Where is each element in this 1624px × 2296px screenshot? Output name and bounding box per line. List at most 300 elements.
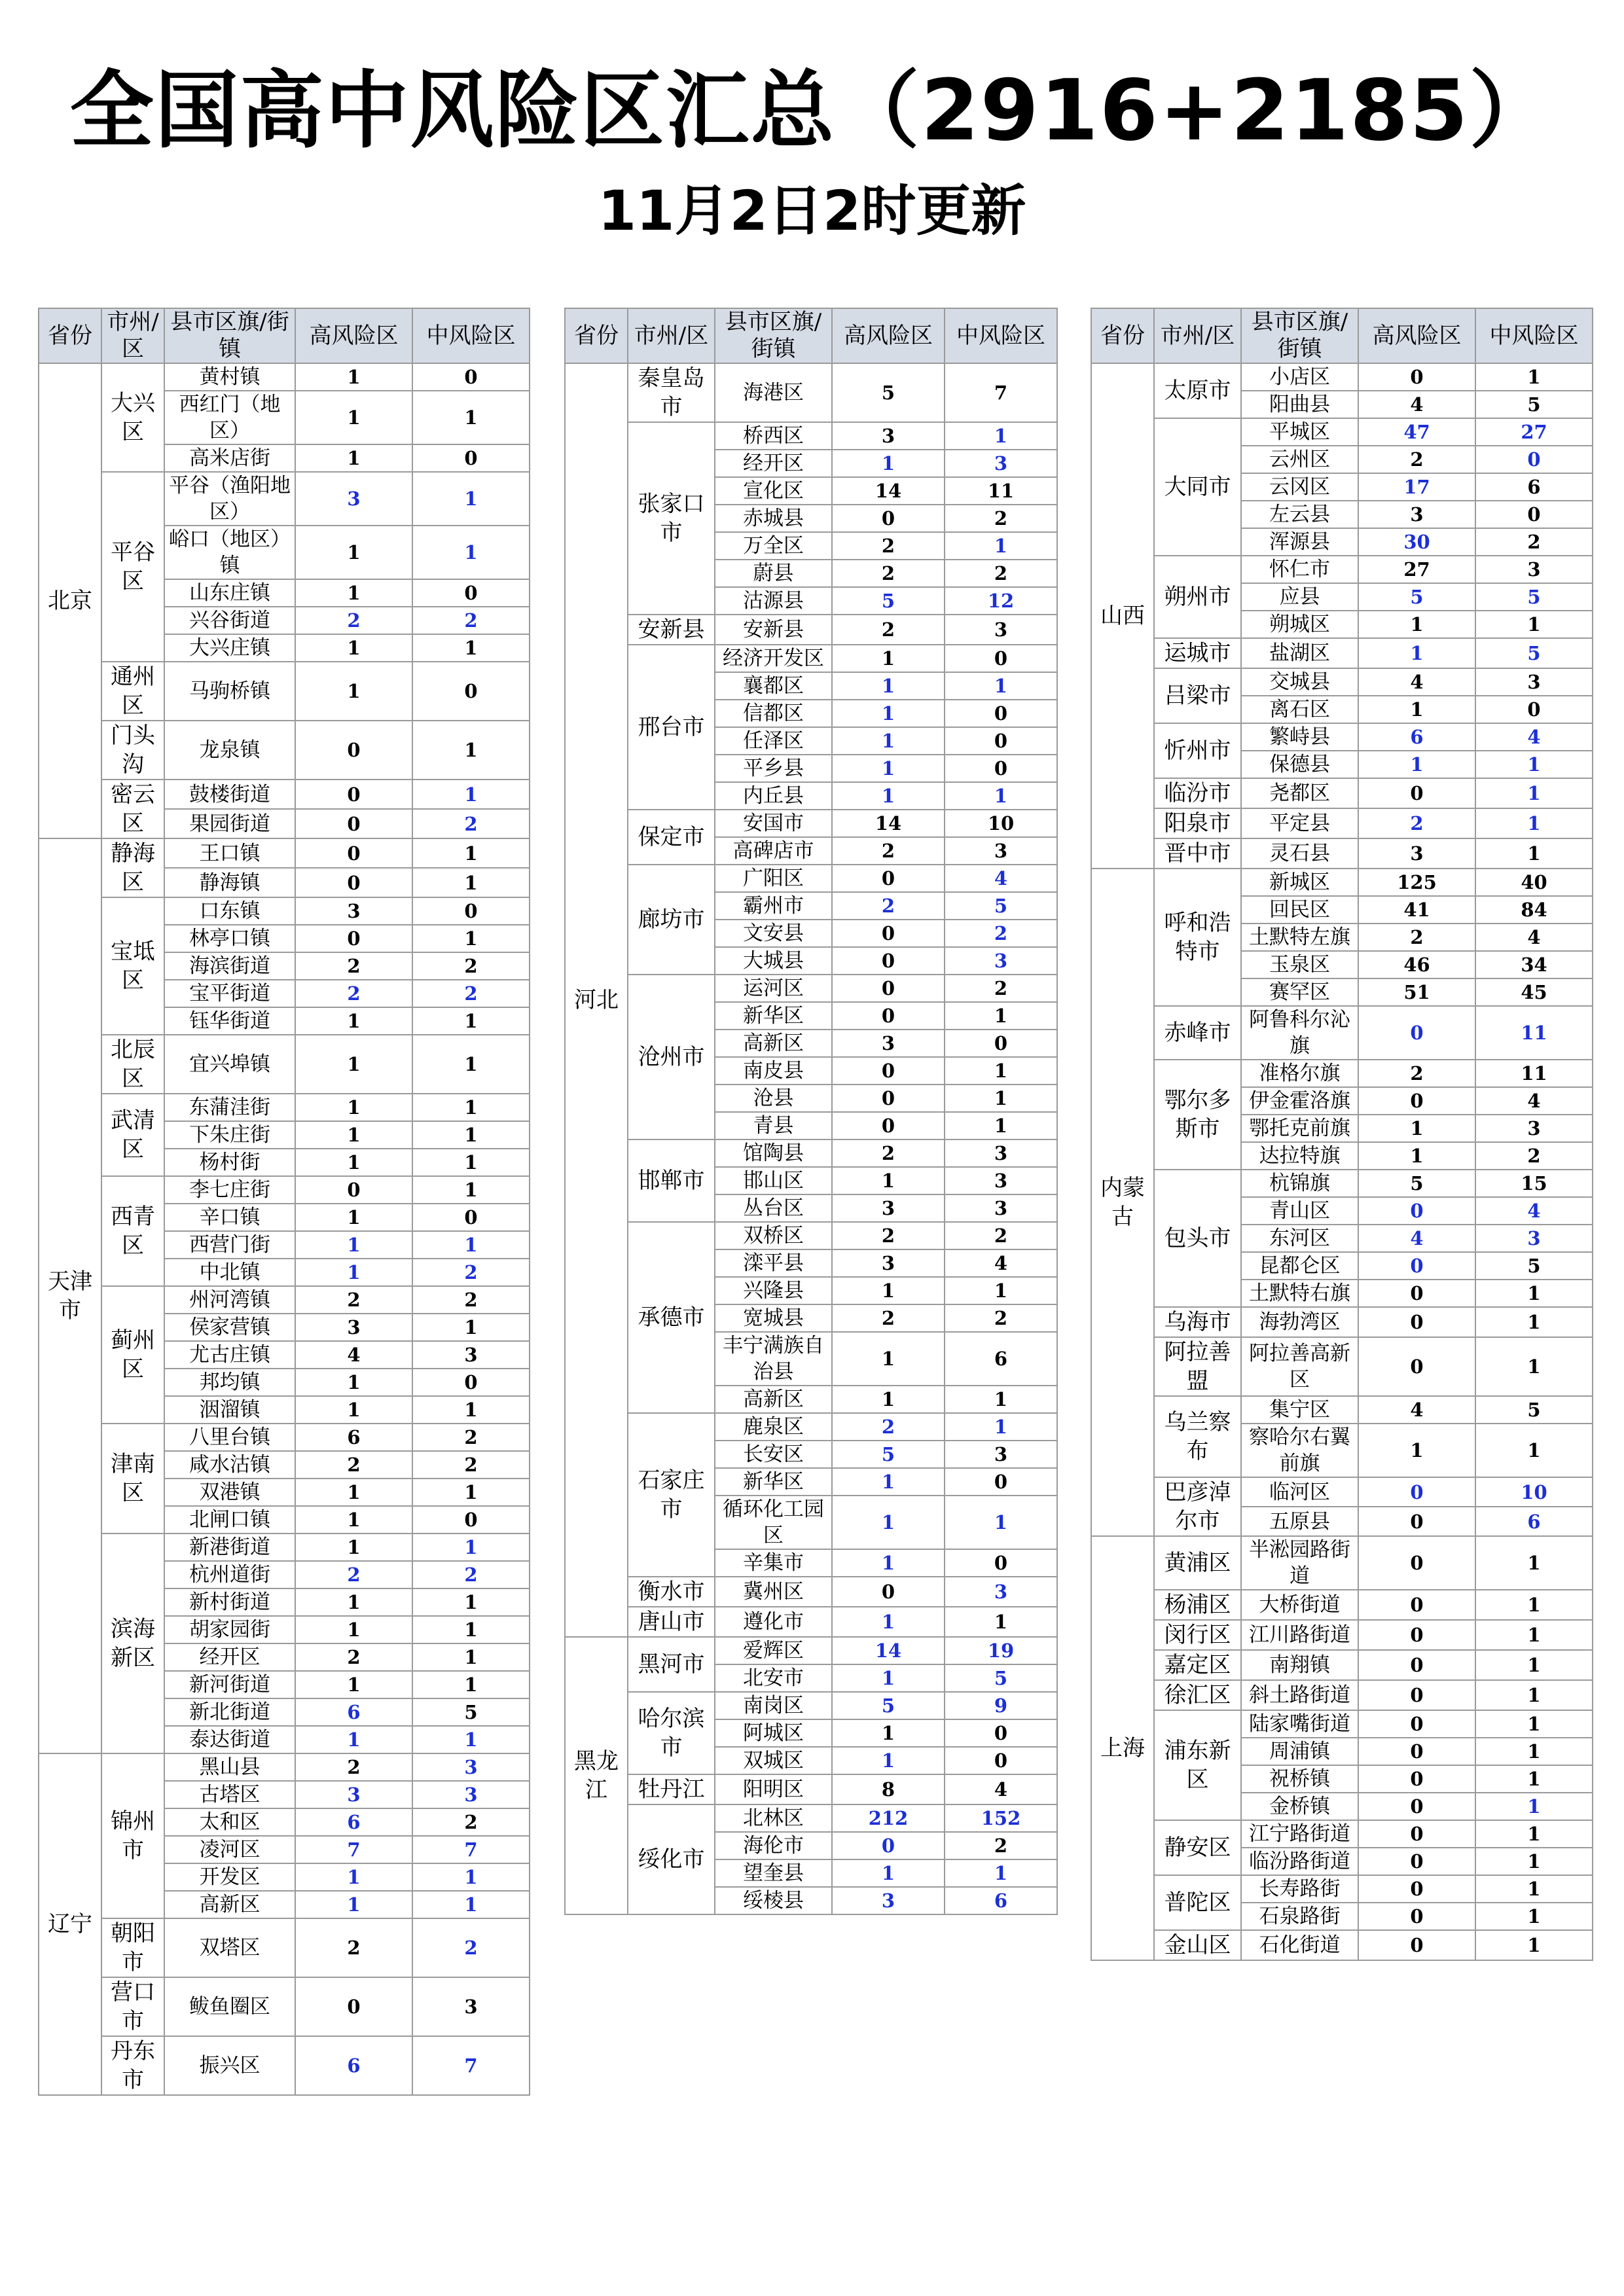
medium-risk-count: 0 <box>945 1468 1057 1496</box>
district-cell: 运河区 <box>715 975 832 1002</box>
district-cell: 新河街道 <box>164 1671 295 1698</box>
medium-risk-count: 1 <box>1475 1903 1593 1930</box>
city-cell: 嘉定区 <box>1154 1650 1241 1680</box>
district-cell: 青县 <box>715 1112 832 1139</box>
city-cell: 丹东市 <box>101 2036 164 2095</box>
medium-risk-count: 4 <box>945 865 1057 892</box>
district-cell: 阿鲁科尔沁旗 <box>1241 1006 1358 1060</box>
table-row <box>565 1774 1057 1804</box>
district-cell: 阳曲县 <box>1241 391 1358 418</box>
medium-risk-count: 3 <box>945 1139 1057 1167</box>
high-risk-count: 1 <box>295 1204 412 1231</box>
district-cell: 赤城县 <box>715 505 832 532</box>
district-cell: 辛口镇 <box>164 1204 295 1231</box>
city-cell: 赤峰市 <box>1154 1006 1241 1060</box>
district-cell: 兴隆县 <box>715 1277 832 1304</box>
city-cell: 秦皇岛市 <box>628 363 715 422</box>
city-cell: 黑河市 <box>628 1637 715 1692</box>
medium-risk-count: 1 <box>945 1277 1057 1304</box>
high-risk-count: 2 <box>832 1413 945 1441</box>
city-cell: 朝阳市 <box>101 1918 164 1977</box>
table-row <box>1091 808 1593 838</box>
district-cell: 凌河区 <box>164 1836 295 1863</box>
high-risk-count: 3 <box>295 472 412 526</box>
medium-risk-count: 1 <box>945 1386 1057 1413</box>
medium-risk-count: 1 <box>412 1176 530 1204</box>
district-cell: 鄂托克前旗 <box>1241 1115 1358 1142</box>
district-cell: 离石区 <box>1241 696 1358 723</box>
medium-risk-count: 1 <box>412 526 530 579</box>
city-cell: 乌海市 <box>1154 1307 1241 1337</box>
high-risk-count: 6 <box>1358 723 1475 751</box>
high-risk-count: 2 <box>295 1561 412 1588</box>
district-cell: 平谷（渔阳地区） <box>164 472 295 526</box>
high-risk-count: 2 <box>832 837 945 865</box>
medium-risk-count: 3 <box>1475 1115 1593 1142</box>
high-risk-count: 1 <box>1358 751 1475 778</box>
province-cell: 内蒙古 <box>1091 869 1154 1536</box>
high-risk-count: 3 <box>832 1887 945 1914</box>
high-risk-count: 1 <box>295 634 412 662</box>
medium-risk-count: 4 <box>1475 924 1593 951</box>
high-risk-count: 3 <box>832 1030 945 1057</box>
district-cell: 大城县 <box>715 947 832 975</box>
city-cell: 乌兰察布 <box>1154 1396 1241 1477</box>
medium-risk-count: 34 <box>1475 951 1593 978</box>
high-risk-count: 1 <box>832 727 945 755</box>
high-risk-count: 1 <box>1358 696 1475 723</box>
medium-risk-count: 11 <box>945 477 1057 505</box>
district-cell: 黑山县 <box>164 1753 295 1781</box>
high-risk-count: 2 <box>295 1451 412 1479</box>
high-risk-count: 1 <box>832 1719 945 1747</box>
table-row <box>565 615 1057 645</box>
district-cell: 鼓楼街道 <box>164 780 295 809</box>
medium-risk-count: 0 <box>945 1747 1057 1774</box>
city-cell: 金山区 <box>1154 1930 1241 1960</box>
high-risk-count: 2 <box>295 607 412 634</box>
district-cell: 太和区 <box>164 1808 295 1836</box>
high-risk-count: 41 <box>1358 896 1475 924</box>
district-cell: 临河区 <box>1241 1477 1358 1507</box>
high-risk-count: 1 <box>832 1468 945 1496</box>
district-cell: 北林区 <box>715 1804 832 1832</box>
table-row <box>1091 1620 1593 1650</box>
city-cell: 巴彦淖尔市 <box>1154 1477 1241 1536</box>
district-cell: 信都区 <box>715 700 832 727</box>
district-cell: 半淞园路街道 <box>1241 1536 1358 1590</box>
medium-risk-count: 12 <box>945 587 1057 615</box>
medium-risk-count: 84 <box>1475 896 1593 924</box>
medium-risk-count: 2 <box>945 1304 1057 1332</box>
district-cell: 杨村街 <box>164 1149 295 1176</box>
medium-risk-count: 5 <box>945 892 1057 920</box>
header-district: 县市区旗/街镇 <box>715 308 832 363</box>
medium-risk-count: 1 <box>412 1007 530 1035</box>
header-district: 县市区旗/街镇 <box>164 308 295 363</box>
district-cell: 霸州市 <box>715 892 832 920</box>
district-cell: 万全区 <box>715 532 832 560</box>
district-cell: 杭州道街 <box>164 1561 295 1588</box>
medium-risk-count: 0 <box>945 1719 1057 1747</box>
header-province: 省份 <box>565 308 628 363</box>
medium-risk-count: 1 <box>945 1607 1057 1637</box>
district-cell: 土默特右旗 <box>1241 1280 1358 1307</box>
medium-risk-count: 5 <box>1475 638 1593 668</box>
city-cell: 石家庄市 <box>628 1413 715 1577</box>
table-row <box>565 1804 1057 1832</box>
city-cell: 宝坻区 <box>101 897 164 1035</box>
medium-risk-count: 1 <box>1475 1590 1593 1620</box>
high-risk-count: 212 <box>832 1804 945 1832</box>
high-risk-count: 2 <box>832 1304 945 1332</box>
province-cell: 河北 <box>565 363 628 1637</box>
medium-risk-count: 0 <box>412 363 530 391</box>
medium-risk-count: 3 <box>945 1577 1057 1607</box>
high-risk-count: 2 <box>295 1643 412 1671</box>
district-cell: 石泉路街 <box>1241 1903 1358 1930</box>
table-header-row <box>39 308 530 363</box>
district-cell: 经开区 <box>715 450 832 477</box>
medium-risk-count: 15 <box>1475 1170 1593 1197</box>
high-risk-count: 5 <box>832 363 945 422</box>
district-cell: 八里台镇 <box>164 1424 295 1451</box>
district-cell: 西红门（地区） <box>164 391 295 444</box>
header-high-risk: 高风险区 <box>1358 308 1475 363</box>
district-cell: 文安县 <box>715 920 832 947</box>
district-cell: 邦均镇 <box>164 1369 295 1396</box>
city-cell: 安新县 <box>628 615 715 645</box>
high-risk-count: 0 <box>295 1176 412 1204</box>
medium-risk-count: 10 <box>1475 1477 1593 1507</box>
district-cell: 青山区 <box>1241 1197 1358 1225</box>
high-risk-count: 0 <box>1358 1875 1475 1903</box>
district-cell: 兴谷街道 <box>164 607 295 634</box>
medium-risk-count: 1 <box>412 1863 530 1891</box>
medium-risk-count: 1 <box>412 1121 530 1149</box>
high-risk-count: 0 <box>1358 1710 1475 1738</box>
high-risk-count: 1 <box>832 782 945 810</box>
table-row <box>565 810 1057 837</box>
high-risk-count: 6 <box>295 1808 412 1836</box>
high-risk-count: 1 <box>295 1231 412 1259</box>
medium-risk-count: 0 <box>412 579 530 607</box>
high-risk-count: 1 <box>1358 1424 1475 1477</box>
table-row <box>565 975 1057 1002</box>
city-cell: 北辰区 <box>101 1035 164 1094</box>
medium-risk-count: 2 <box>412 1259 530 1286</box>
medium-risk-count: 6 <box>945 1887 1057 1914</box>
district-cell: 馆陶县 <box>715 1139 832 1167</box>
high-risk-count: 2 <box>832 1222 945 1249</box>
district-cell: 江川路街道 <box>1241 1620 1358 1650</box>
high-risk-count: 17 <box>1358 473 1475 501</box>
medium-risk-count: 2 <box>1475 1142 1593 1170</box>
medium-risk-count: 1 <box>1475 838 1593 869</box>
district-cell: 辛集市 <box>715 1549 832 1577</box>
medium-risk-count: 0 <box>412 1506 530 1534</box>
city-cell: 保定市 <box>628 810 715 865</box>
high-risk-count: 0 <box>1358 1738 1475 1765</box>
medium-risk-count: 2 <box>412 1918 530 1977</box>
medium-risk-count: 1 <box>1475 1848 1593 1875</box>
header-medium-risk: 中风险区 <box>412 308 530 363</box>
high-risk-count: 2 <box>1358 446 1475 473</box>
high-risk-count: 2 <box>832 532 945 560</box>
medium-risk-count: 1 <box>945 532 1057 560</box>
medium-risk-count: 152 <box>945 1804 1057 1832</box>
table-row <box>565 422 1057 450</box>
district-cell: 山东庄镇 <box>164 579 295 607</box>
district-cell: 平定县 <box>1241 808 1358 838</box>
medium-risk-count: 3 <box>1475 556 1593 583</box>
high-risk-count: 2 <box>295 980 412 1007</box>
medium-risk-count: 2 <box>412 1561 530 1588</box>
medium-risk-count: 4 <box>945 1774 1057 1804</box>
district-cell: 新华区 <box>715 1468 832 1496</box>
high-risk-count: 0 <box>1358 1765 1475 1793</box>
high-risk-count: 3 <box>295 897 412 925</box>
medium-risk-count: 0 <box>945 700 1057 727</box>
medium-risk-count: 3 <box>412 1781 530 1808</box>
high-risk-count: 27 <box>1358 556 1475 583</box>
city-cell: 邯郸市 <box>628 1139 715 1222</box>
district-cell: 达拉特旗 <box>1241 1142 1358 1170</box>
high-risk-count: 2 <box>295 1918 412 1977</box>
district-cell: 望奎县 <box>715 1859 832 1887</box>
district-cell: 长安区 <box>715 1441 832 1468</box>
medium-risk-count: 3 <box>945 1441 1057 1468</box>
header-province: 省份 <box>1091 308 1154 363</box>
medium-risk-count: 3 <box>1475 1225 1593 1252</box>
city-cell: 晋中市 <box>1154 838 1241 869</box>
medium-risk-count: 11 <box>1475 1060 1593 1087</box>
district-cell: 王口镇 <box>164 838 295 868</box>
table-row <box>39 1424 530 1451</box>
high-risk-count: 2 <box>832 892 945 920</box>
district-cell: 西营门街 <box>164 1231 295 1259</box>
district-cell: 准格尔旗 <box>1241 1060 1358 1087</box>
city-cell: 滨海新区 <box>101 1534 164 1753</box>
high-risk-count: 1 <box>295 1588 412 1616</box>
high-risk-count: 3 <box>1358 501 1475 528</box>
medium-risk-count: 7 <box>945 363 1057 422</box>
medium-risk-count: 1 <box>945 782 1057 810</box>
table-row <box>39 721 530 780</box>
city-cell: 闵行区 <box>1154 1620 1241 1650</box>
table-row <box>1091 1930 1593 1960</box>
table-row <box>39 1176 530 1204</box>
medium-risk-count: 4 <box>945 1249 1057 1277</box>
district-cell: 胡家园街 <box>164 1616 295 1643</box>
district-cell: 静海镇 <box>164 868 295 897</box>
medium-risk-count: 2 <box>412 607 530 634</box>
high-risk-count: 51 <box>1358 978 1475 1006</box>
district-cell: 峪口（地区）镇 <box>164 526 295 579</box>
table-row <box>39 1918 530 1977</box>
table-row <box>565 1577 1057 1607</box>
district-cell: 州河湾镇 <box>164 1286 295 1314</box>
medium-risk-count: 1 <box>412 780 530 809</box>
district-cell: 李七庄街 <box>164 1176 295 1204</box>
high-risk-count: 0 <box>832 1577 945 1607</box>
district-cell: 金桥镇 <box>1241 1793 1358 1820</box>
district-cell: 平乡县 <box>715 755 832 782</box>
high-risk-count: 0 <box>1358 1087 1475 1115</box>
high-risk-count: 1 <box>832 645 945 672</box>
high-risk-count: 30 <box>1358 528 1475 556</box>
high-risk-count: 1 <box>1358 638 1475 668</box>
medium-risk-count: 0 <box>1475 501 1593 528</box>
medium-risk-count: 1 <box>945 422 1057 450</box>
district-cell: 冀州区 <box>715 1577 832 1607</box>
medium-risk-count: 3 <box>1475 668 1593 696</box>
medium-risk-count: 3 <box>412 1977 530 2036</box>
medium-risk-count: 3 <box>945 1194 1057 1222</box>
page-title: 全国高中风险区汇总（2916+2185） <box>69 62 1555 160</box>
medium-risk-count: 7 <box>412 2036 530 2095</box>
district-cell: 北安市 <box>715 1664 832 1692</box>
medium-risk-count: 0 <box>945 645 1057 672</box>
district-cell: 平城区 <box>1241 418 1358 446</box>
medium-risk-count: 0 <box>412 662 530 721</box>
province-cell: 上海 <box>1091 1536 1154 1960</box>
medium-risk-count: 0 <box>1475 446 1593 473</box>
high-risk-count: 1 <box>295 1035 412 1094</box>
high-risk-count: 1 <box>832 1332 945 1386</box>
district-cell: 赛罕区 <box>1241 978 1358 1006</box>
high-risk-count: 2 <box>832 560 945 587</box>
high-risk-count: 0 <box>832 1002 945 1030</box>
district-cell: 龙泉镇 <box>164 721 295 780</box>
medium-risk-count: 1 <box>1475 1337 1593 1396</box>
table-row <box>1091 668 1593 696</box>
district-cell: 经济开发区 <box>715 645 832 672</box>
district-cell: 新城区 <box>1241 869 1358 896</box>
table-row <box>39 897 530 925</box>
medium-risk-count: 9 <box>945 1692 1057 1719</box>
high-risk-count: 1 <box>295 1094 412 1121</box>
city-cell: 包头市 <box>1154 1170 1241 1307</box>
table-row <box>39 1035 530 1094</box>
district-cell: 东蒲洼街 <box>164 1094 295 1121</box>
high-risk-count: 2 <box>295 1286 412 1314</box>
district-cell: 新北街道 <box>164 1698 295 1726</box>
high-risk-count: 0 <box>1358 1507 1475 1536</box>
risk-table-left <box>38 308 530 2096</box>
high-risk-count: 1 <box>832 1167 945 1194</box>
district-cell: 临汾路街道 <box>1241 1848 1358 1875</box>
district-cell: 双桥区 <box>715 1222 832 1249</box>
high-risk-count: 1 <box>832 1859 945 1887</box>
district-cell: 五原县 <box>1241 1507 1358 1536</box>
high-risk-count: 3 <box>295 1314 412 1341</box>
high-risk-count: 2 <box>295 952 412 980</box>
table-row <box>565 1139 1057 1167</box>
update-time-subtitle: 11月2日2时更新 <box>598 179 1026 243</box>
table-row <box>1091 1820 1593 1848</box>
district-cell: 阿城区 <box>715 1719 832 1747</box>
medium-risk-count: 2 <box>412 1424 530 1451</box>
high-risk-count: 0 <box>1358 1903 1475 1930</box>
district-cell: 云冈区 <box>1241 473 1358 501</box>
district-cell: 循环化工园区 <box>715 1496 832 1549</box>
district-cell: 陆家嘴街道 <box>1241 1710 1358 1738</box>
medium-risk-count: 1 <box>412 472 530 526</box>
district-cell: 小店区 <box>1241 363 1358 391</box>
table-row <box>39 1286 530 1314</box>
medium-risk-count: 5 <box>1475 1252 1593 1280</box>
medium-risk-count: 5 <box>1475 1396 1593 1424</box>
table-row <box>1091 869 1593 896</box>
high-risk-count: 5 <box>832 1441 945 1468</box>
high-risk-count: 1 <box>832 700 945 727</box>
high-risk-count: 0 <box>1358 1307 1475 1337</box>
medium-risk-count: 5 <box>412 1698 530 1726</box>
high-risk-count: 1 <box>1358 1115 1475 1142</box>
high-risk-count: 0 <box>1358 1620 1475 1650</box>
table-row <box>1091 1396 1593 1424</box>
high-risk-count: 14 <box>832 477 945 505</box>
district-cell: 开发区 <box>164 1863 295 1891</box>
high-risk-count: 1 <box>295 1396 412 1424</box>
medium-risk-count: 0 <box>945 755 1057 782</box>
medium-risk-count: 1 <box>945 1859 1057 1887</box>
high-risk-count: 3 <box>832 1249 945 1277</box>
district-cell: 新华区 <box>715 1002 832 1030</box>
district-cell: 察哈尔右翼前旗 <box>1241 1424 1358 1477</box>
table-row <box>565 1607 1057 1637</box>
medium-risk-count: 6 <box>1475 473 1593 501</box>
medium-risk-count: 27 <box>1475 418 1593 446</box>
medium-risk-count: 2 <box>412 1451 530 1479</box>
district-cell: 任泽区 <box>715 727 832 755</box>
district-cell: 周浦镇 <box>1241 1738 1358 1765</box>
high-risk-count: 0 <box>832 975 945 1002</box>
city-cell: 阳泉市 <box>1154 808 1241 838</box>
medium-risk-count: 1 <box>945 1085 1057 1112</box>
district-cell: 云州区 <box>1241 446 1358 473</box>
medium-risk-count: 11 <box>1475 1006 1593 1060</box>
city-cell: 廊坊市 <box>628 865 715 975</box>
medium-risk-count: 1 <box>945 1057 1057 1085</box>
district-cell: 振兴区 <box>164 2036 295 2095</box>
district-cell: 鲅鱼圈区 <box>164 1977 295 2036</box>
high-risk-count: 4 <box>1358 391 1475 418</box>
medium-risk-count: 1 <box>412 1726 530 1753</box>
medium-risk-count: 2 <box>412 809 530 838</box>
district-cell: 玉泉区 <box>1241 951 1358 978</box>
high-risk-count: 1 <box>295 1891 412 1918</box>
district-cell: 南翔镇 <box>1241 1650 1358 1680</box>
city-cell: 呼和浩特市 <box>1154 869 1241 1006</box>
high-risk-count: 0 <box>295 809 412 838</box>
table-row <box>39 1534 530 1561</box>
district-cell: 杭锦旗 <box>1241 1170 1358 1197</box>
table-row <box>39 1094 530 1121</box>
city-cell: 静海区 <box>101 838 164 897</box>
district-cell: 沧县 <box>715 1085 832 1112</box>
city-cell: 吕梁市 <box>1154 668 1241 723</box>
province-cell: 天津市 <box>39 838 101 1753</box>
city-cell: 徐汇区 <box>1154 1680 1241 1710</box>
high-risk-count: 4 <box>1358 668 1475 696</box>
high-risk-count: 0 <box>832 505 945 532</box>
city-cell: 牡丹江 <box>628 1774 715 1804</box>
high-risk-count: 0 <box>832 1832 945 1859</box>
medium-risk-count: 2 <box>945 505 1057 532</box>
district-cell: 昆都仑区 <box>1241 1252 1358 1280</box>
